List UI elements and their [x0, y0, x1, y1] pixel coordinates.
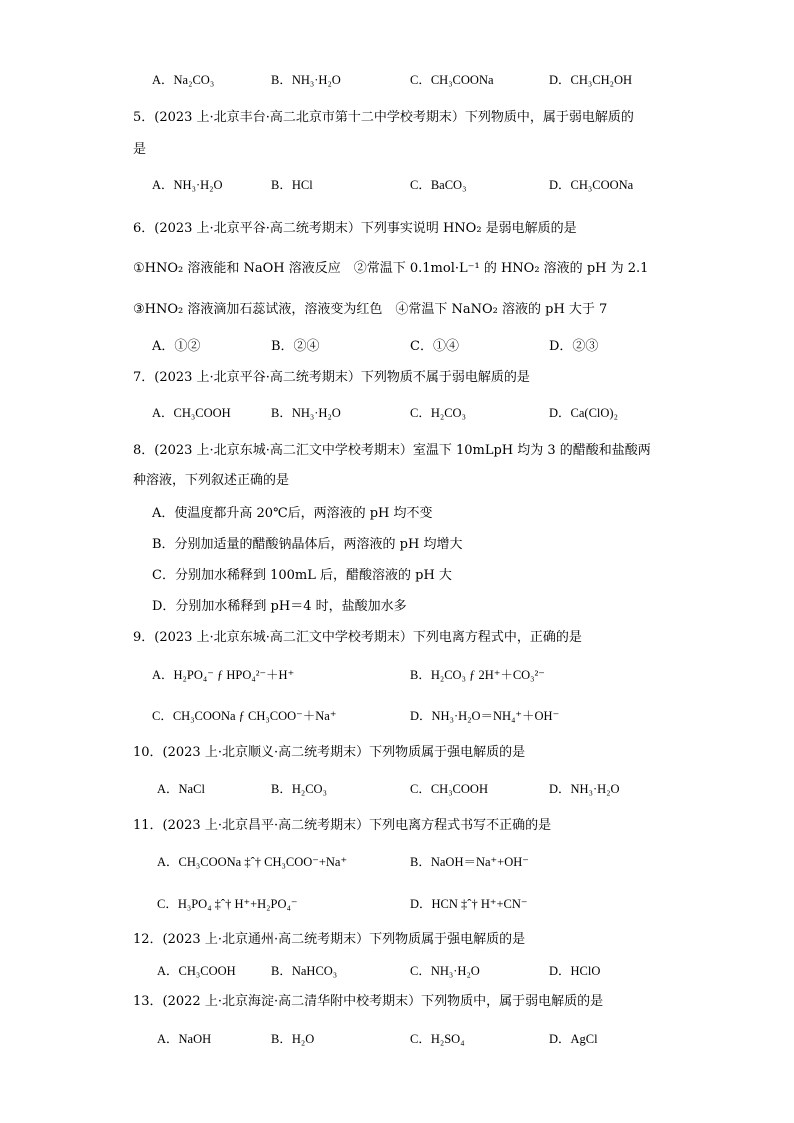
q7-option-b: B．NH₃·H₂O: [271, 406, 341, 420]
q4-option-c: C．CH₃COONa: [410, 73, 494, 87]
q5-stem: 5．(2023 上·北京丰台·高二北京市第十二中学校考期末）下列物质中，属于弱电解质的: [133, 110, 634, 125]
q10-option-d: D．NH₃·H₂O: [549, 782, 620, 796]
q12-option-c: C．NH₃·H₂O: [410, 964, 480, 978]
q5-option-a: A．NH₃·H₂O: [152, 178, 223, 192]
q8-stem: 8．(2023 上·北京东城·高二汇文中学校考期末）室温下 10mLpH 均为 3 的醋酸和盐酸两: [133, 443, 651, 458]
q13-stem: 13．(2022 上·北京海淀·高二清华附中校考期末）下列物质中，属于弱电解质的是: [133, 994, 604, 1009]
q7-stem: 7．(2023 上·北京平谷·高二统考期末）下列物质不属于弱电解质的是: [133, 370, 530, 385]
q4-option-d: D．CH₃CH₂OH: [549, 73, 633, 87]
q5-option-b: B．HCl: [271, 178, 313, 192]
q7-option-c: C．H₂CO₃: [410, 406, 466, 420]
q11-option-d: D．HCN ‡ˆ† H⁺+CN⁻: [410, 897, 528, 911]
q4-option-a: A．Na₂CO₃: [152, 73, 215, 87]
q5-stem-cont: 是: [133, 142, 147, 157]
q8-stem-cont: 种溶液，下列叙述正确的是: [133, 473, 290, 488]
q8-option-a: A．使温度都升高 20℃后，两溶液的 pH 均不变: [152, 506, 433, 521]
q6-option-a: A．①②: [152, 339, 201, 354]
q12-stem: 12．(2023 上·北京通州·高二统考期末）下列物质属于强电解质的是: [133, 932, 526, 947]
q7-option-d: D．Ca(ClO)₂: [549, 406, 618, 420]
q13-option-d: D．AgCl: [549, 1032, 598, 1046]
q5-option-d: D．CH₃COONa: [549, 178, 634, 192]
q13-option-a: A．NaOH: [157, 1032, 212, 1046]
q6-option-c: C．①④: [410, 339, 459, 354]
q11-option-c: C．H₃PO₄ ‡ˆ† H⁺+H₂PO₄⁻: [157, 897, 298, 911]
q6-fact-1: ①HNO₂ 溶液能和 NaOH 溶液反应 ②常温下 0.1mol·L⁻¹ 的 HNO₂ 溶液的 pH 为 2.1: [133, 261, 649, 276]
q9-option-b: B．H₂CO₃ ƒ 2H⁺＋CO₃²⁻: [410, 668, 545, 682]
q8-option-d: D．分别加水稀释到 pH＝4 时，盐酸加水多: [152, 599, 407, 614]
q9-stem: 9．(2023 上·北京东城·高二汇文中学校考期末）下列电离方程式中，正确的是: [133, 630, 582, 645]
q11-stem: 11．(2023 上·北京昌平·高二统考期末）下列电离方程式书写不正确的是: [133, 818, 552, 833]
q13-option-c: C．H₂SO₄: [410, 1032, 465, 1046]
q9-option-a: A．H₂PO₄⁻ ƒ HPO₄²⁻＋H⁺: [152, 668, 295, 682]
q10-stem: 10．(2023 上·北京顺义·高二统考期末）下列物质属于强电解质的是: [133, 745, 526, 760]
q10-option-a: A．NaCl: [157, 782, 205, 796]
q11-option-a: A．CH₃COONa ‡ˆ† CH₃COO⁻+Na⁺: [157, 855, 348, 869]
q6-fact-2: ③HNO₂ 溶液滴加石蕊试液，溶液变为红色 ④常温下 NaNO₂ 溶液的 pH 大于 7: [133, 302, 608, 317]
q9-option-c: C．CH₃COONa ƒ CH₃COO⁻＋Na⁺: [152, 709, 337, 723]
q12-option-d: D．HClO: [549, 964, 601, 978]
q9-option-d: D．NH₃·H₂O＝NH₄⁺＋OH⁻: [410, 709, 560, 723]
q8-option-c: C．分别加水稀释到 100mL 后，醋酸溶液的 pH 大: [152, 568, 452, 583]
q12-option-a: A．CH₃COOH: [157, 964, 236, 978]
q6-option-d: D．②③: [549, 339, 599, 354]
q12-option-b: B．NaHCO₃: [271, 964, 338, 978]
q10-option-b: B．H₂CO₃: [271, 782, 327, 796]
q5-option-c: C．BaCO₃: [410, 178, 467, 192]
q4-option-b: B．NH₃·H₂O: [271, 73, 341, 87]
q13-option-b: B．H₂O: [271, 1032, 315, 1046]
q11-option-b: B．NaOH＝Na⁺+OH⁻: [410, 855, 529, 869]
q6-option-b: B．②④: [271, 339, 320, 354]
q7-option-a: A．CH₃COOH: [152, 406, 231, 420]
q8-option-b: B．分别加适量的醋酸钠晶体后，两溶液的 pH 均增大: [152, 537, 463, 552]
q10-option-c: C．CH₃COOH: [410, 782, 488, 796]
q6-stem: 6．(2023 上·北京平谷·高二统考期末）下列事实说明 HNO₂ 是弱电解质的是: [133, 221, 577, 236]
